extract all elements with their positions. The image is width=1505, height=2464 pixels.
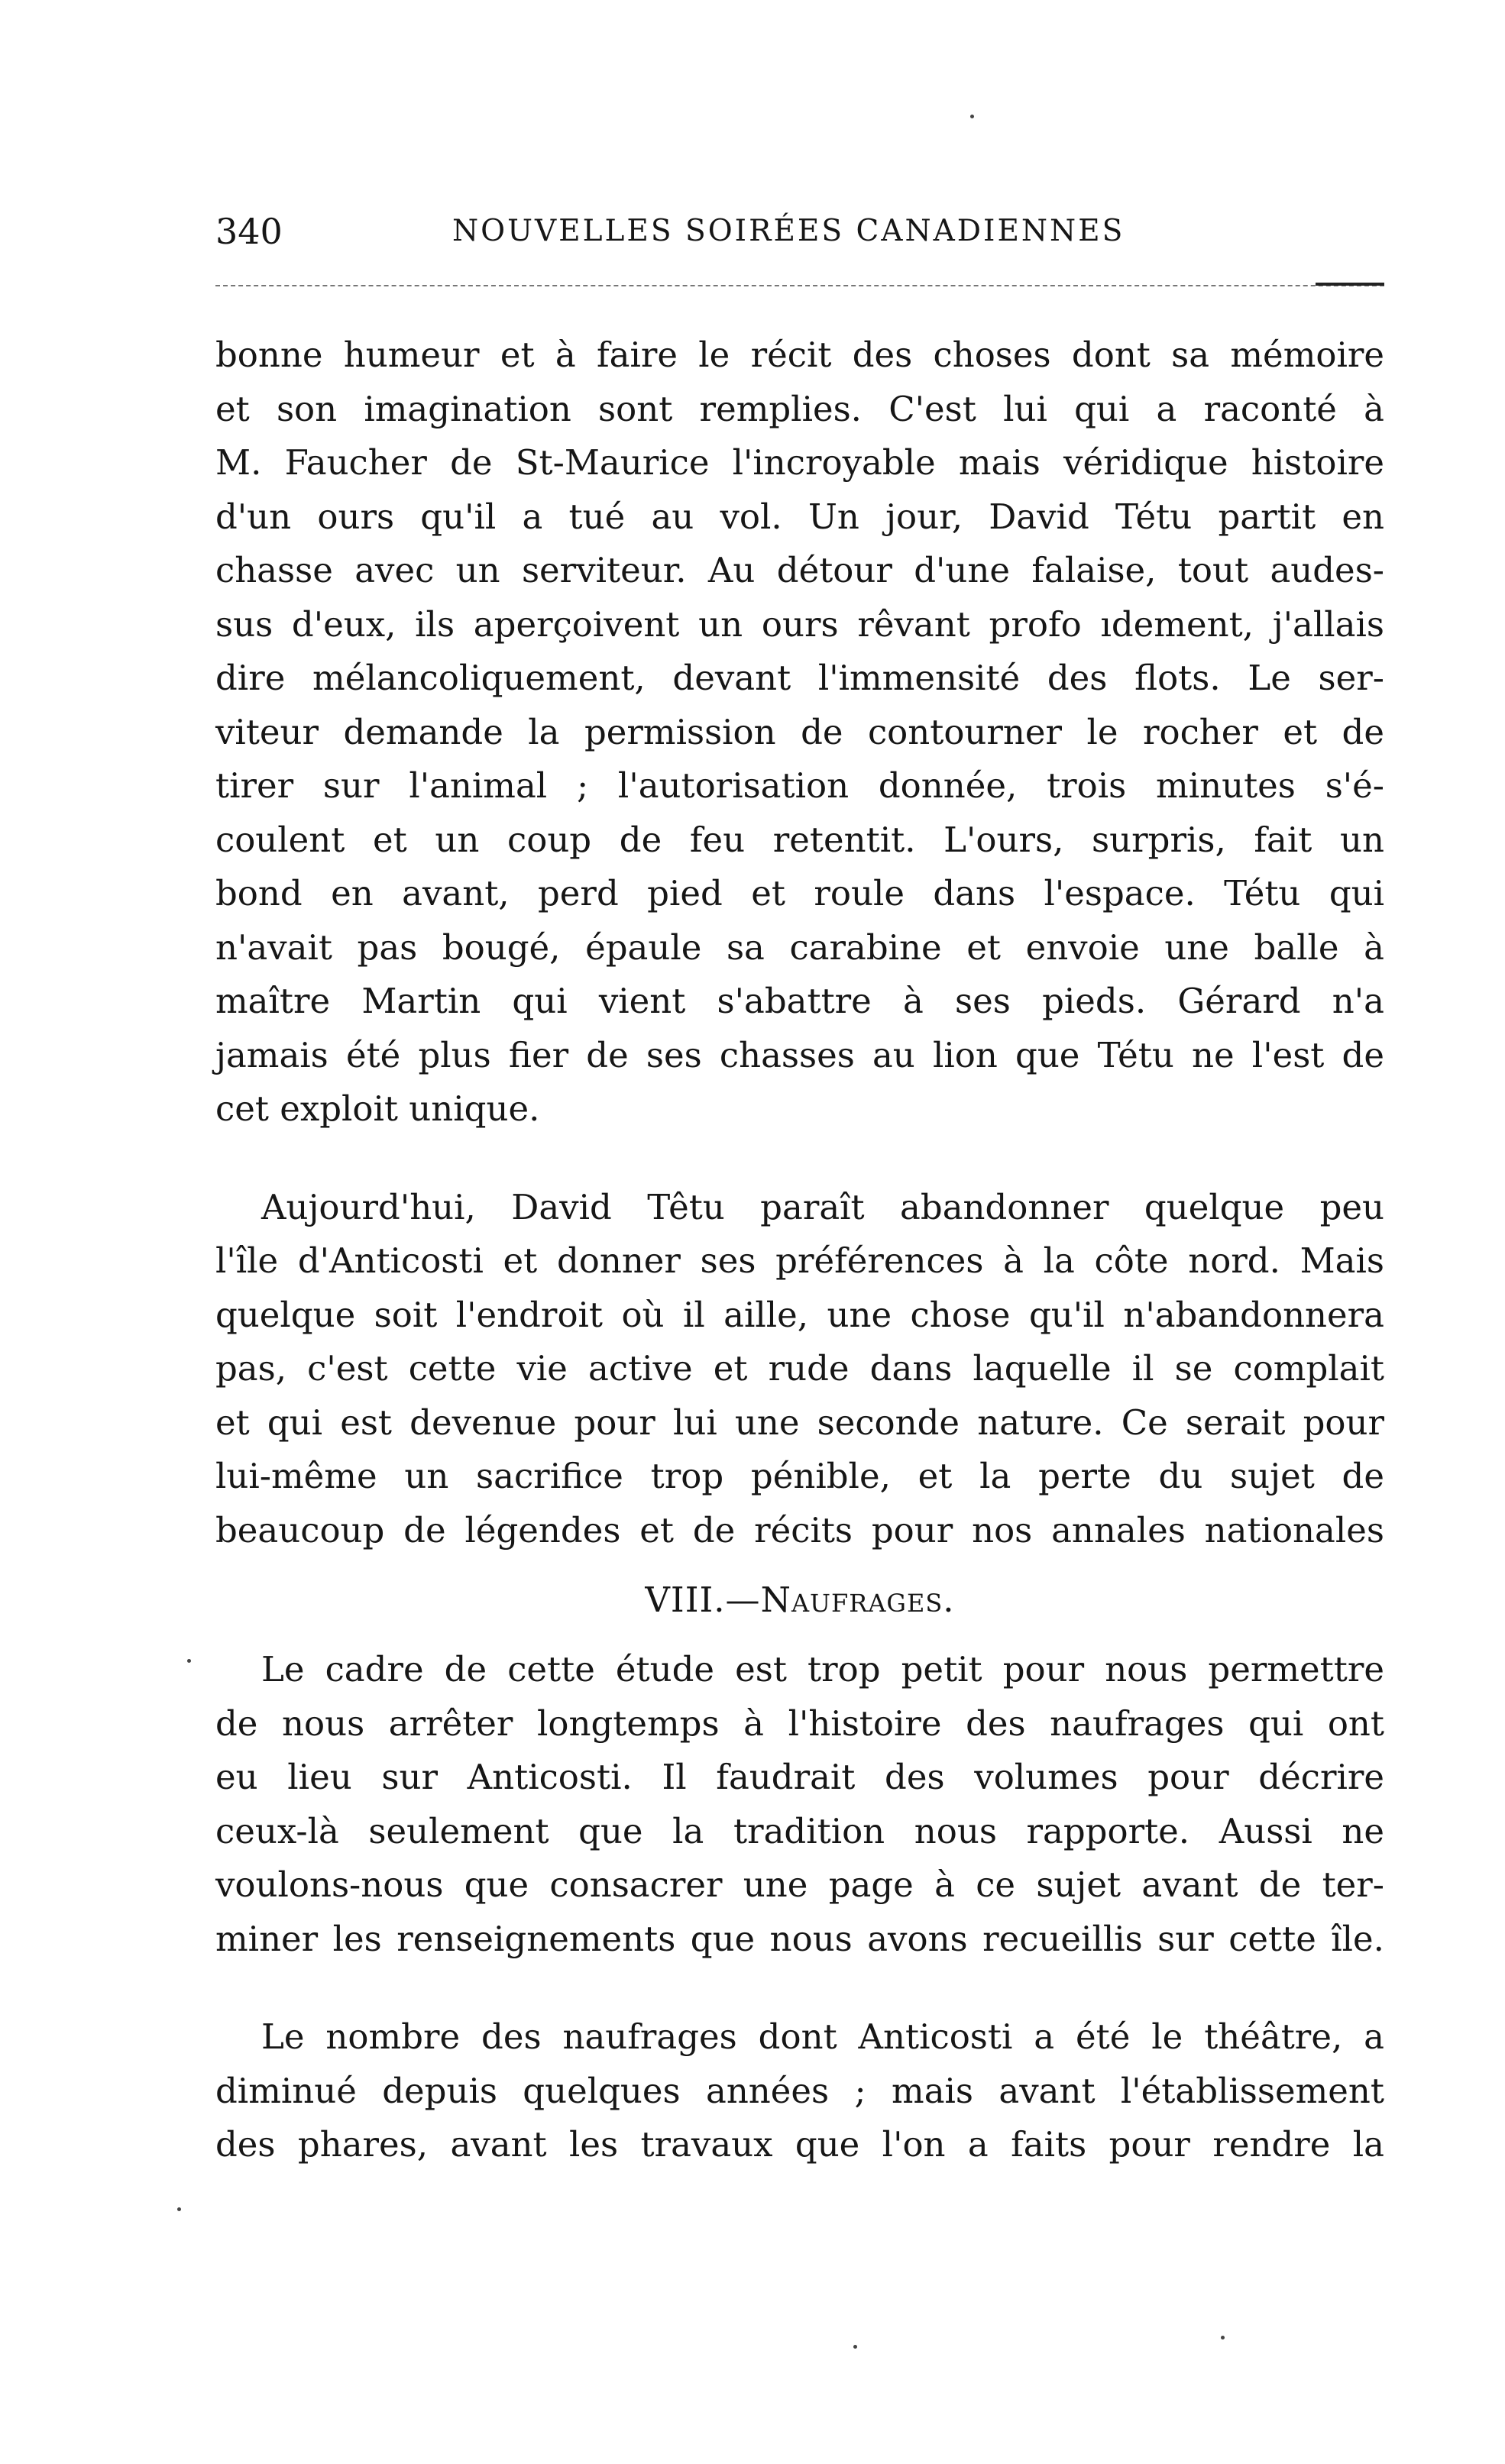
- page-number: 340: [215, 211, 283, 252]
- text-line: des phares, avant les travaux que l'on a faits pour rendre la: [215, 2124, 1384, 2165]
- text-line: jamais été plus fier de ses chasses au lion que Tétu ne l'est de: [215, 1034, 1384, 1075]
- running-title: NOUVELLES SOIRÉES CANADIENNES: [452, 214, 1125, 248]
- paragraph-gap: [215, 1137, 1384, 1181]
- body-text: [215, 328, 1384, 2172]
- section-heading: [215, 1557, 1384, 1643]
- text-line: coulent et un coup de feu retentit. L'ours, surpris, fait un: [215, 819, 1384, 860]
- running-head: [215, 205, 1384, 258]
- text-line: tirer sur l'animal ; l'autorisation donnée, trois minutes s'é-: [215, 765, 1384, 806]
- paper-speck: [1221, 2336, 1225, 2340]
- text-line: maître Martin qui vient s'abattre à ses pieds. Gérard n'a: [215, 981, 1384, 1021]
- paper-speck: [187, 1659, 191, 1663]
- text-line: n'avait pas bougé, épaule sa carabine et envoie une balle à: [215, 926, 1384, 968]
- text-line: dire mélancoliquement, devant l'immensité des flots. Le ser-: [215, 658, 1384, 698]
- text-line: diminué depuis quelques années ; mais avant l'établissement: [215, 2070, 1384, 2111]
- text-line: d'un ours qu'il a tué au vol. Un jour, David Tétu partit en: [215, 496, 1384, 537]
- text-line: pas, c'est cette vie active et rude dans laquelle il se complait: [215, 1348, 1384, 1389]
- text-line: et son imagination sont remplies. C'est lui qui a raconté à: [215, 388, 1384, 429]
- text-line: Le nombre des naufrages dont Anticosti a été le théâtre, a: [261, 2016, 1384, 2057]
- header-rule-end: [1316, 283, 1384, 286]
- section-title: Naufrages.: [760, 1580, 955, 1620]
- paper-speck: [853, 2345, 857, 2349]
- paragraph-2: [215, 1181, 1384, 1558]
- text-line: viteur demande la permission de contourner le rocher et de: [215, 711, 1384, 752]
- header-rule: [215, 285, 1384, 286]
- text-line: sus d'eux, ils aperçoivent un ours rêvant profo ıdement, j'allais: [215, 603, 1384, 645]
- text-line: de nous arrêter longtemps à l'histoire des naufrages qui ont: [215, 1702, 1384, 1744]
- text-line: bonne humeur et à faire le récit des choses dont sa mémoire: [215, 335, 1384, 375]
- paragraph-1: [215, 328, 1384, 1137]
- text-line: eu lieu sur Anticosti. Il faudrait des volumes pour décrire: [215, 1757, 1384, 1797]
- text-line: ceux-là seulement que la tradition nous rapporte. Aussi ne: [215, 1810, 1384, 1851]
- text-line: chasse avec un serviteur. Au détour d'une falaise, tout audes-: [215, 550, 1384, 590]
- text-line: l'île d'Anticosti et donner ses préférences à la côte nord. Mais: [215, 1240, 1384, 1281]
- section-number: VIII.—: [645, 1580, 761, 1620]
- text-line: bond en avant, perd pied et roule dans l'espace. Tétu qui: [215, 873, 1384, 913]
- text-line: Le cadre de cette étude est trop petit pour nous permettre: [261, 1649, 1384, 1690]
- text-line: M. Faucher de St-Maurice l'incroyable mais véridique histoire: [215, 442, 1384, 483]
- paper-speck: [970, 115, 974, 118]
- text-line: lui-même un sacrifice trop pénible, et la perte du sujet de: [215, 1456, 1384, 1496]
- text-line: Aujourd'hui, David Têtu paraît abandonner quelque peu: [261, 1186, 1384, 1227]
- text-line: et qui est devenue pour lui une seconde nature. Ce serait pour: [215, 1402, 1384, 1443]
- paragraph-4: [215, 2010, 1384, 2172]
- text-line: miner les renseignements que nous avons recueillis sur cette île.: [215, 1918, 1384, 1959]
- text-line: voulons-nous que consacrer une page à ce sujet avant de ter-: [215, 1864, 1384, 1905]
- paragraph-3: [215, 1643, 1384, 1966]
- text-line: cet exploit unique.: [215, 1088, 540, 1129]
- paragraph-gap: [215, 1966, 1384, 2010]
- text-line: quelque soit l'endroit où il aille, une chose qu'il n'abandonnera: [215, 1294, 1384, 1335]
- text-line: beaucoup de légendes et de récits pour nos annales nationales: [215, 1509, 1384, 1551]
- paper-speck: [177, 2207, 181, 2211]
